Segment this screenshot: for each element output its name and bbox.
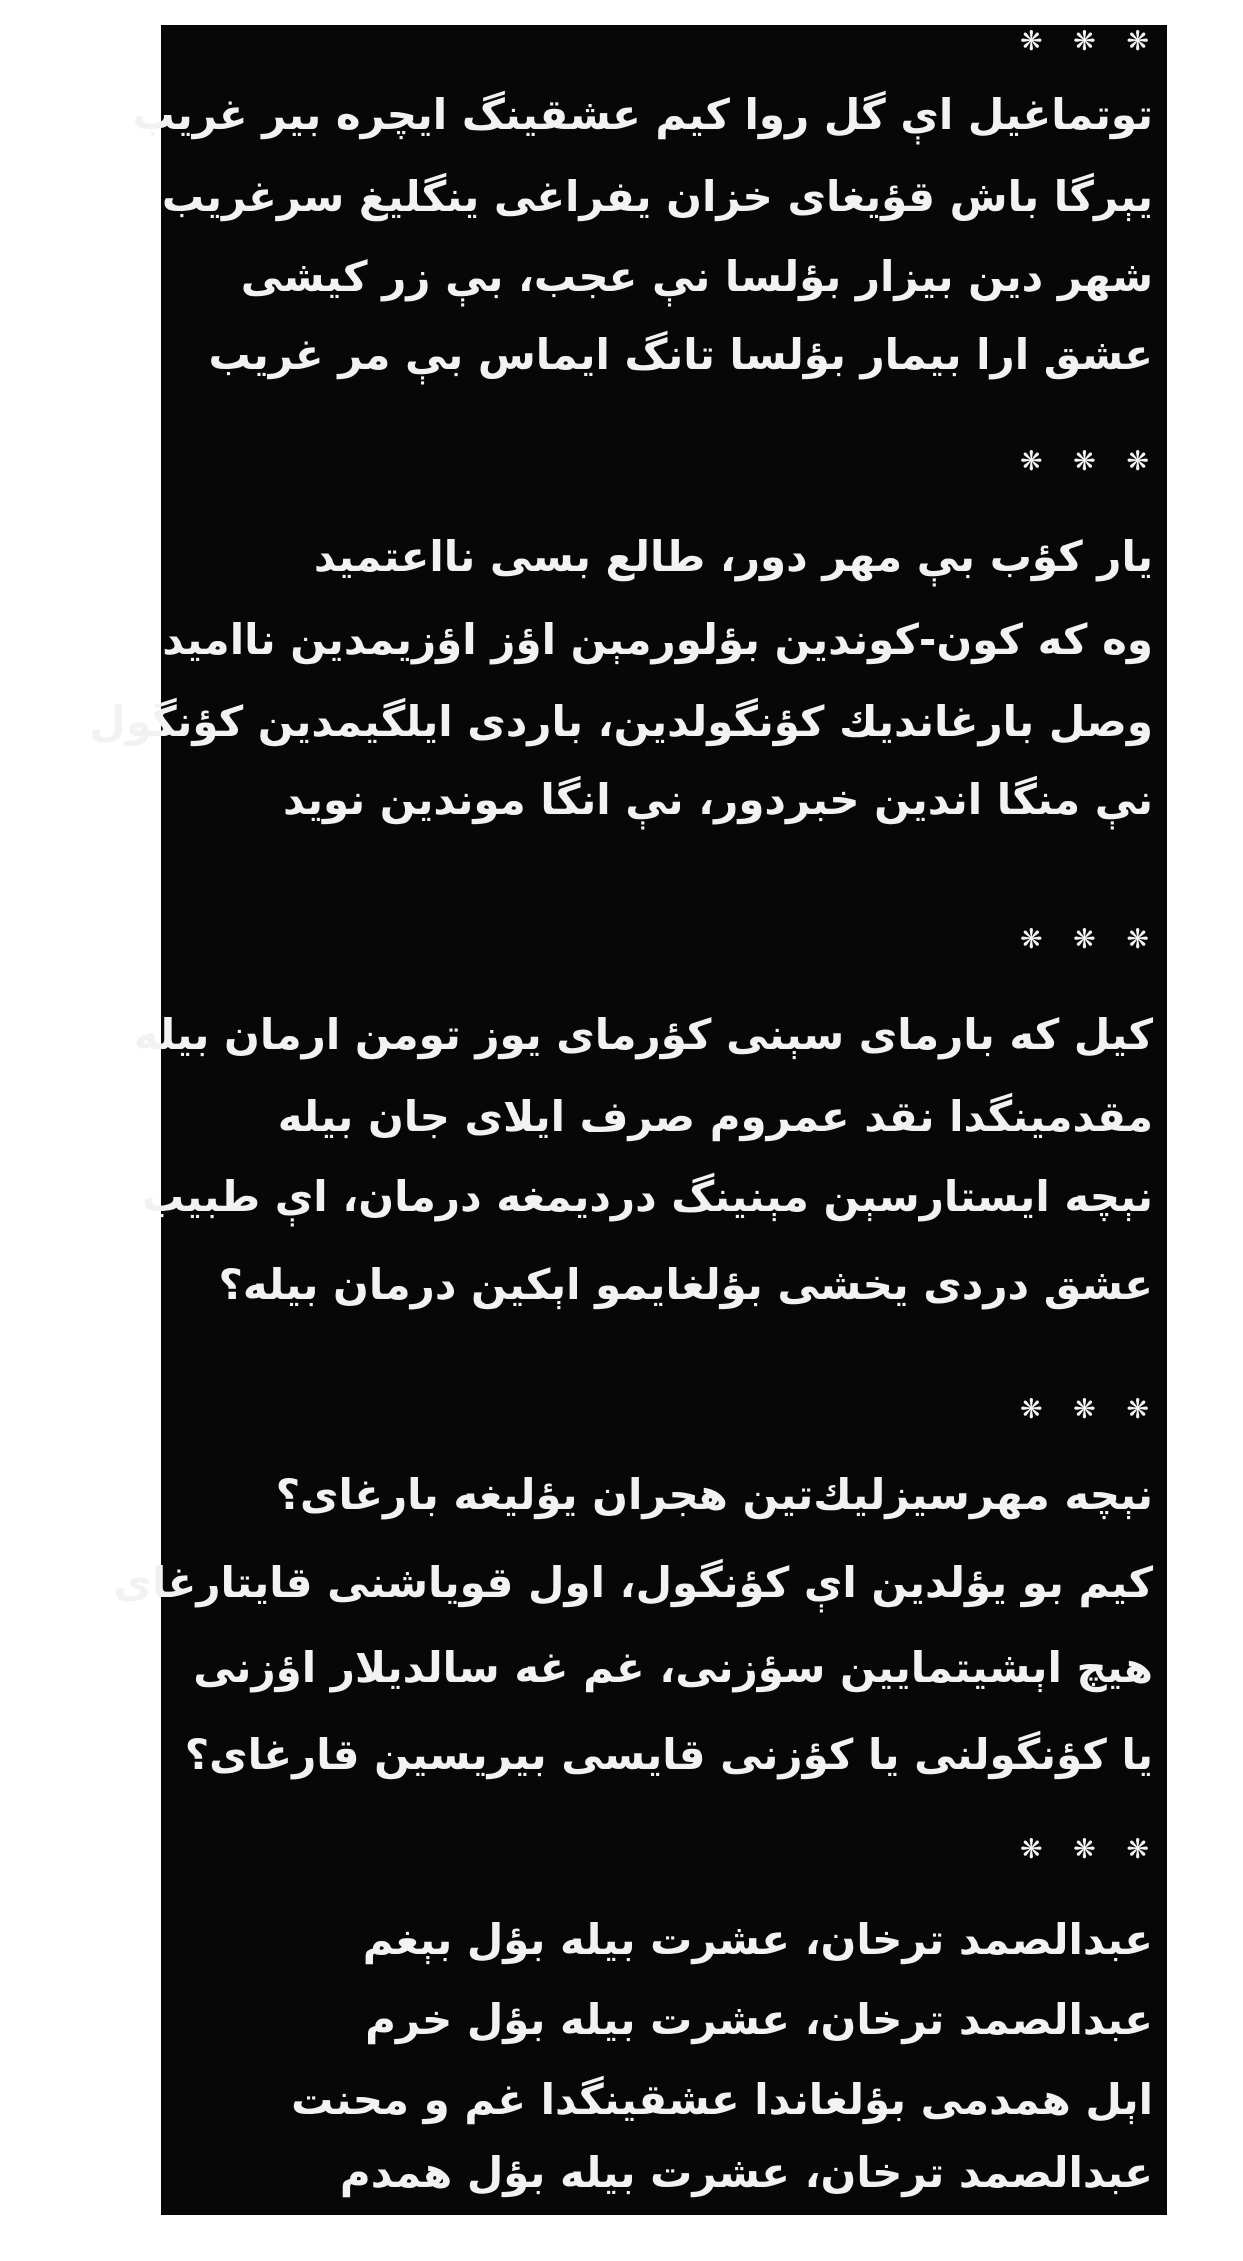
poem-line: عشق دردى يخشى بؤلغايمو اېكين درمان بيله؟ — [218, 1260, 1153, 1309]
poem-line: وه كه كون-كوندين بؤلورمېن اؤز اؤزيمدين نااميد — [162, 615, 1153, 664]
stanza-separator: ❋ ❋ ❋ — [1019, 26, 1149, 57]
poem-line: عبدالصمد ترخان، عشرت بيله بؤل خرم — [365, 1995, 1153, 2044]
poem-line: نېچه مهرسيزليك‌تين هجران يؤليغه بارغاى؟ — [275, 1470, 1153, 1519]
poem-line: وصل بارغانديك كؤنگولدين، باردى ايلگيمدين كؤنگول — [89, 697, 1153, 746]
stanza-separator: ❋ ❋ ❋ — [1019, 446, 1149, 477]
poem-line: شهر دين بيزار بؤلسا نې عجب، بې زر كيشى — [240, 252, 1153, 301]
poem-line: عشق ارا بيمار بؤلسا تانگ ايماس بې مر غريب — [208, 330, 1153, 379]
poem-line: عبدالصمد ترخان، عشرت بيله بؤل همدم — [339, 2148, 1153, 2197]
poem-line: مقدمينگدا نقد عمروم صرف ايلاى جان بيله — [277, 1092, 1153, 1141]
poem-line: نې منگا اندين خبردور، نې انگا موندين نويد — [283, 775, 1153, 824]
poem-line: كيم بو يؤلدين اې كؤنگول، اول قوياشنى قايتارغاى — [113, 1558, 1153, 1607]
stanza-separator: ❋ ❋ ❋ — [1019, 1834, 1149, 1865]
stanza-separator: ❋ ❋ ❋ — [1019, 924, 1149, 955]
poem-line: عبدالصمد ترخان، عشرت بيله بؤل بېغم — [362, 1915, 1153, 1964]
poem-line: هيچ اېشيتمايين سؤزنى، غم غه سالديلار اؤزنى — [193, 1643, 1153, 1692]
poem-line: توتماغيل اې گل روا كيم عشقينگ ايچره بير غريب — [132, 90, 1153, 139]
poem-line: اېل همدمى بؤلغاندا عشقينگدا غم و محنت — [291, 2075, 1153, 2124]
poem-line: يا كؤنگولنى يا كؤزنى قايسى بيريسين قارغاى؟ — [184, 1730, 1153, 1779]
poem-line: يار كؤب بې مهر دور، طالع بسى نااعتميد — [313, 532, 1153, 581]
stanza-separator: ❋ ❋ ❋ — [1019, 1394, 1149, 1425]
poem-line: كيل كه بارماى سېنى كؤرماى يوز تومن ارمان بيله — [133, 1010, 1153, 1059]
poem-panel — [89, 25, 1167, 2215]
poem-line: نېچه ايستارسېن مېنينگ درديمغه درمان، اې طبيب — [141, 1172, 1153, 1221]
poem-line: يېرگا باش قؤيغاى خزان يفراغى ينگليغ سرغريب — [161, 172, 1153, 221]
